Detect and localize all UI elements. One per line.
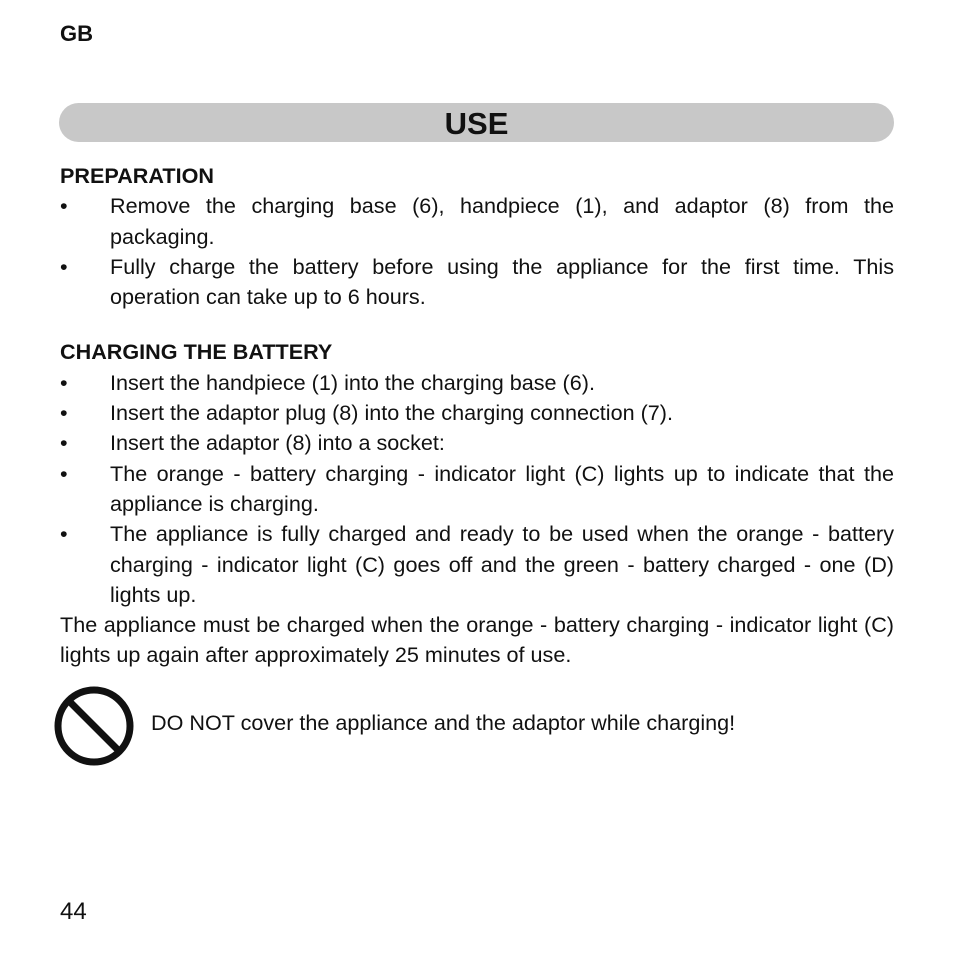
main-content bbox=[60, 161, 894, 671]
list-item bbox=[60, 252, 894, 313]
charging-list bbox=[60, 368, 894, 610]
section-title: USE bbox=[444, 106, 509, 141]
list-item bbox=[60, 191, 894, 252]
list-item-text: Insert the adaptor plug (8) into the charging connection (7). bbox=[110, 400, 673, 426]
bullet-icon: • bbox=[60, 369, 68, 395]
bullet-icon: • bbox=[60, 400, 68, 426]
list-item-text: Remove the charging base (6), handpiece (1), and adaptor (8) from the packaging. bbox=[110, 193, 894, 249]
list-item-text: The appliance is fully charged and ready to be used when the orange - battery charging - indicator light (C) goes off and the green - battery charged - one (D) lights up. bbox=[110, 521, 894, 607]
list-item bbox=[60, 519, 894, 610]
list-item-text: The orange - battery charging - indicator light (C) lights up to indicate that the appliance is charging. bbox=[110, 460, 894, 516]
list-item bbox=[60, 428, 894, 458]
list-item-text: Insert the handpiece (1) into the charging base (6). bbox=[110, 369, 595, 395]
section-title-bar bbox=[59, 103, 894, 142]
charging-note: The appliance must be charged when the orange - battery charging - indicator light (C) lights up again after approximately 25 minutes of use. bbox=[60, 612, 894, 668]
prohibition-icon bbox=[52, 684, 136, 768]
list-item bbox=[60, 398, 894, 428]
list-item bbox=[60, 368, 894, 398]
bullet-icon: • bbox=[60, 430, 68, 456]
bullet-icon: • bbox=[60, 253, 68, 279]
bullet-icon: • bbox=[60, 193, 68, 219]
list-item-text: Insert the adaptor (8) into a socket: bbox=[110, 430, 445, 456]
language-code: GB bbox=[60, 21, 93, 46]
bullet-icon: • bbox=[60, 521, 68, 547]
preparation-heading: PREPARATION bbox=[60, 163, 214, 188]
preparation-list bbox=[60, 191, 894, 312]
section-spacer bbox=[60, 312, 894, 337]
warning-text: DO NOT cover the appliance and the adaptor while charging! bbox=[151, 710, 736, 735]
list-item-text: Fully charge the battery before using the appliance for the first time. This operation can take up to 6 hours. bbox=[110, 253, 894, 310]
bullet-icon: • bbox=[60, 460, 68, 486]
charging-heading: CHARGING THE BATTERY bbox=[60, 339, 333, 365]
list-item bbox=[60, 459, 894, 520]
page-number: 44 bbox=[60, 898, 87, 925]
